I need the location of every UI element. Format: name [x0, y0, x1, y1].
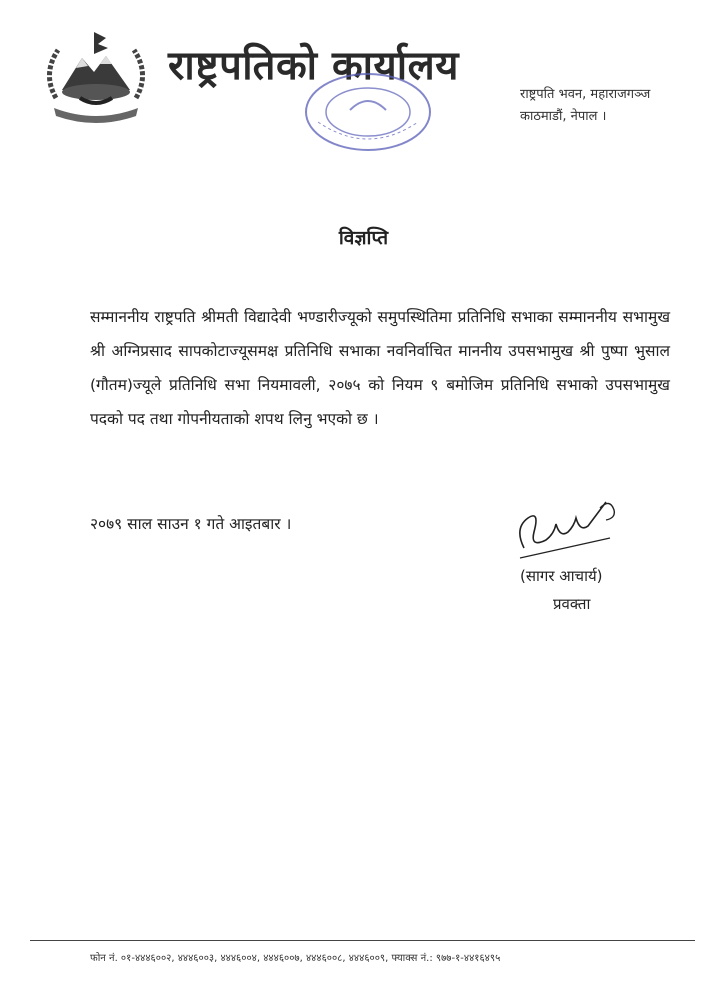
notice-date: २०७९ साल साउन १ गते आइतबार ।	[90, 515, 292, 533]
address-line-2: काठमाडौं, नेपाल ।	[520, 109, 607, 124]
office-address	[520, 84, 710, 128]
nepal-emblem-icon	[36, 28, 156, 126]
footer-divider	[30, 940, 695, 941]
signature-icon	[510, 488, 630, 568]
address-line-1: राष्ट्रपति भवन, महाराजगञ्ज	[520, 87, 651, 102]
notice-body: सम्माननीय राष्ट्रपति श्रीमती विद्यादेवी भण्डारीज्यूको समुपस्थितिमा प्रतिनिधि सभाका सम्माननीय सभामुख श्री अग्निप्रसाद सापकोटाज्यूसमक्ष प्रतिनिधि सभाका नवनिर्वाचित माननीय उपसभामुख श्री पुष्पा भुसाल (गौतम)ज्यूले प्रतिनिधि सभा नियमावली, २०७५ को नियम ९ बमोजिम प्रतिनिधि सभाको उपसभामुख पदको पद तथा गोपनीयताको शपथ लिनु भएको छ ।	[90, 308, 670, 428]
signer-role: प्रवक्ता	[553, 595, 591, 613]
office-title: राष्ट्रपतिको कार्यालय	[168, 43, 459, 89]
footer-contact: फोन नं. ०१-४४४६००२, ४४४६००३, ४४४६००४, ४४४६००७, ४४४६००८, ४४४६००९, फ्याक्स नं.: ९७७-१-४४१६४९५	[90, 953, 501, 964]
notice-heading: विज्ञप्ति	[338, 227, 389, 249]
signer-name: (सागर आचार्य)	[520, 567, 603, 585]
office-stamp-icon	[298, 72, 438, 162]
